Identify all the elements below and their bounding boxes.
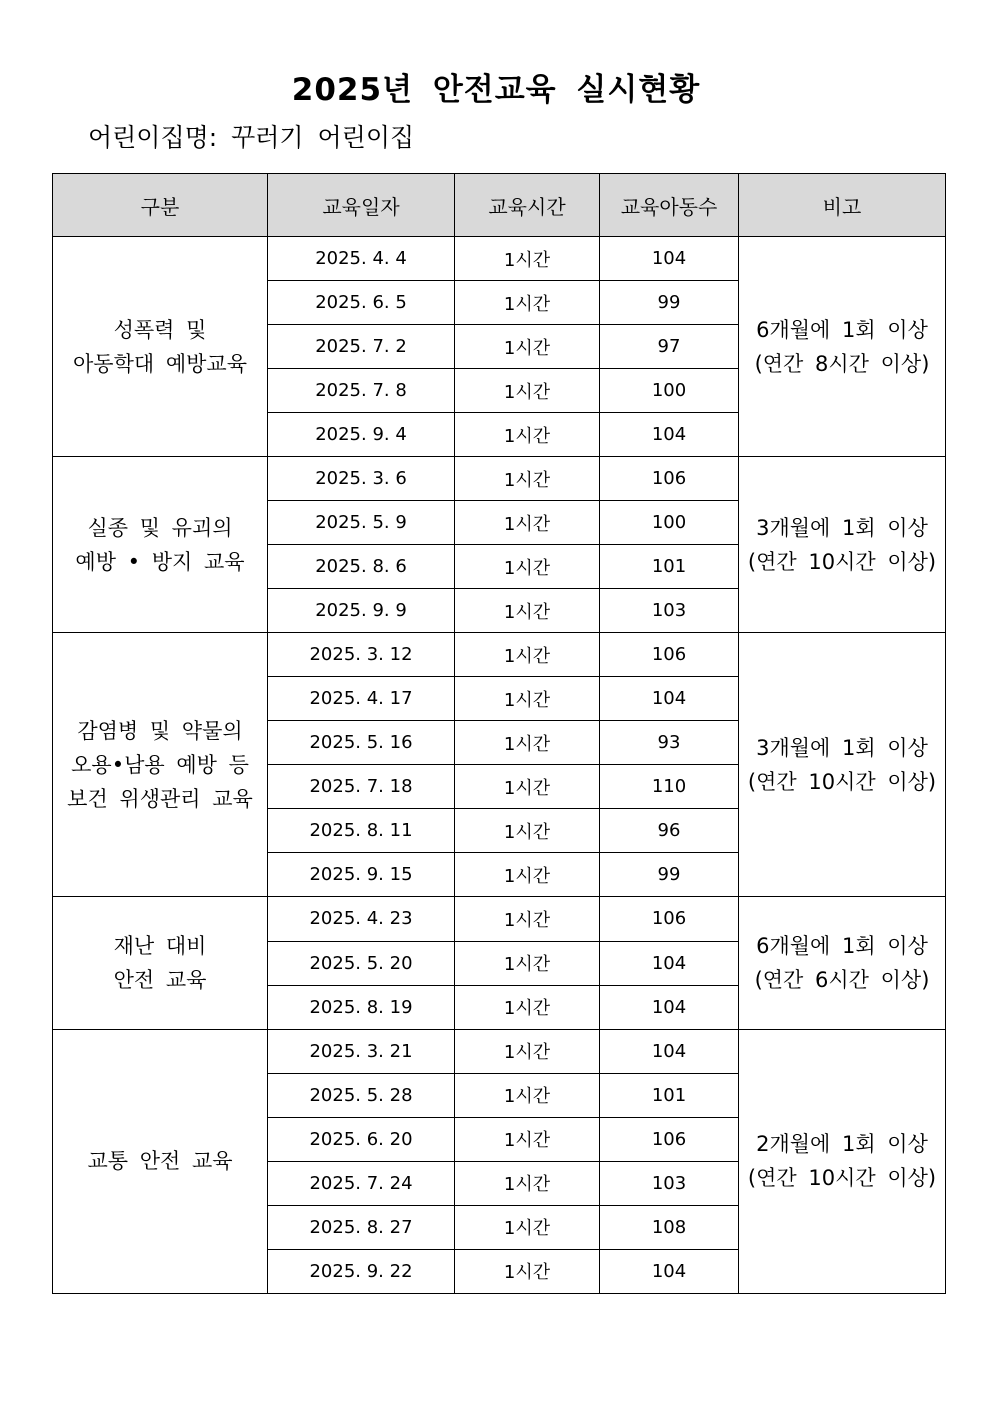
note-line: (연간 10시간 이상)	[747, 1166, 937, 1191]
hours-cell: 1시간	[455, 325, 600, 369]
hours-cell: 1시간	[455, 1117, 600, 1161]
children-cell: 99	[600, 281, 739, 325]
hours-cell: 1시간	[455, 589, 600, 633]
note-line: 3개월에 1회 이상	[756, 515, 928, 540]
hours-cell: 1시간	[455, 237, 600, 281]
children-cell: 104	[600, 237, 739, 281]
header-date: 교육일자	[268, 174, 455, 237]
category-cell	[53, 237, 268, 457]
children-cell: 104	[600, 1029, 739, 1073]
hours-cell: 1시간	[455, 281, 600, 325]
category-line: 오용•남용 예방 등	[71, 752, 249, 777]
category-line: 재난 대비	[113, 934, 207, 959]
date-cell: 2025. 9. 15	[268, 853, 455, 897]
note-cell	[739, 237, 946, 457]
table-row	[53, 457, 946, 501]
children-cell: 99	[600, 853, 739, 897]
table-row	[53, 633, 946, 677]
category-cell	[53, 633, 268, 897]
children-cell: 106	[600, 633, 739, 677]
header-hours: 교육시간	[455, 174, 600, 237]
note-line: 6개월에 1회 이상	[756, 317, 928, 342]
note-line: (연간 6시간 이상)	[754, 968, 930, 993]
date-cell: 2025. 4. 4	[268, 237, 455, 281]
note-line: (연간 10시간 이상)	[747, 769, 937, 794]
note-cell	[739, 457, 946, 633]
category-line: 교통 안전 교육	[87, 1149, 233, 1174]
children-cell: 100	[600, 501, 739, 545]
hours-cell: 1시간	[455, 1161, 600, 1205]
note-line: (연간 10시간 이상)	[747, 549, 937, 574]
category-cell	[53, 457, 268, 633]
children-cell: 106	[600, 457, 739, 501]
date-cell: 2025. 7. 8	[268, 369, 455, 413]
hours-cell: 1시간	[455, 1029, 600, 1073]
children-cell: 104	[600, 985, 739, 1029]
children-cell: 97	[600, 325, 739, 369]
note-line: 3개월에 1회 이상	[756, 735, 928, 760]
header-note: 비고	[739, 174, 946, 237]
children-cell: 104	[600, 1249, 739, 1293]
note-line: (연간 8시간 이상)	[754, 351, 930, 376]
children-cell: 104	[600, 677, 739, 721]
category-line: 성폭력 및	[113, 317, 207, 342]
note-cell	[739, 897, 946, 1029]
safety-education-table	[52, 173, 946, 1294]
hours-cell: 1시간	[455, 1205, 600, 1249]
hours-cell: 1시간	[455, 501, 600, 545]
children-cell: 106	[600, 897, 739, 941]
children-cell: 103	[600, 589, 739, 633]
date-cell: 2025. 4. 17	[268, 677, 455, 721]
category-line: 예방 • 방지 교육	[75, 549, 245, 574]
hours-cell: 1시간	[455, 721, 600, 765]
hours-cell: 1시간	[455, 897, 600, 941]
children-cell: 101	[600, 1073, 739, 1117]
date-cell: 2025. 9. 22	[268, 1249, 455, 1293]
hours-cell: 1시간	[455, 853, 600, 897]
hours-cell: 1시간	[455, 369, 600, 413]
date-cell: 2025. 4. 23	[268, 897, 455, 941]
table-header-row	[53, 174, 946, 237]
category-line: 실종 및 유괴의	[87, 515, 233, 540]
children-cell: 104	[600, 413, 739, 457]
note-cell	[739, 633, 946, 897]
hours-cell: 1시간	[455, 457, 600, 501]
category-line: 아동학대 예방교육	[73, 351, 247, 376]
hours-cell: 1시간	[455, 545, 600, 589]
header-category: 구분	[53, 174, 268, 237]
hours-cell: 1시간	[455, 1249, 600, 1293]
date-cell: 2025. 6. 5	[268, 281, 455, 325]
category-line: 보건 위생관리 교육	[67, 786, 253, 811]
hours-cell: 1시간	[455, 985, 600, 1029]
children-cell: 101	[600, 545, 739, 589]
hours-cell: 1시간	[455, 633, 600, 677]
date-cell: 2025. 5. 28	[268, 1073, 455, 1117]
daycare-center-name: 어린이집명: 꾸러기 어린이집	[88, 123, 415, 152]
table-row	[53, 1029, 946, 1073]
date-cell: 2025. 5. 16	[268, 721, 455, 765]
date-cell: 2025. 5. 9	[268, 501, 455, 545]
document-title: 2025년 안전교육 실시현황	[291, 72, 701, 108]
hours-cell: 1시간	[455, 765, 600, 809]
date-cell: 2025. 3. 12	[268, 633, 455, 677]
children-cell: 106	[600, 1117, 739, 1161]
children-cell: 103	[600, 1161, 739, 1205]
hours-cell: 1시간	[455, 677, 600, 721]
hours-cell: 1시간	[455, 809, 600, 853]
note-line: 2개월에 1회 이상	[756, 1132, 928, 1157]
children-cell: 108	[600, 1205, 739, 1249]
date-cell: 2025. 5. 20	[268, 941, 455, 985]
date-cell: 2025. 8. 6	[268, 545, 455, 589]
date-cell: 2025. 3. 21	[268, 1029, 455, 1073]
date-cell: 2025. 8. 19	[268, 985, 455, 1029]
children-cell: 104	[600, 941, 739, 985]
children-cell: 93	[600, 721, 739, 765]
note-cell	[739, 1029, 946, 1293]
note-line: 6개월에 1회 이상	[756, 934, 928, 959]
hours-cell: 1시간	[455, 941, 600, 985]
table-row	[53, 897, 946, 941]
date-cell: 2025. 9. 9	[268, 589, 455, 633]
date-cell: 2025. 9. 4	[268, 413, 455, 457]
date-cell: 2025. 6. 20	[268, 1117, 455, 1161]
category-line: 감염병 및 약물의	[77, 718, 243, 743]
category-cell	[53, 1029, 268, 1293]
hours-cell: 1시간	[455, 1073, 600, 1117]
date-cell: 2025. 8. 11	[268, 809, 455, 853]
date-cell: 2025. 7. 24	[268, 1161, 455, 1205]
date-cell: 2025. 8. 27	[268, 1205, 455, 1249]
category-line: 안전 교육	[113, 968, 207, 993]
date-cell: 2025. 3. 6	[268, 457, 455, 501]
table-row	[53, 237, 946, 281]
category-cell	[53, 897, 268, 1029]
children-cell: 96	[600, 809, 739, 853]
children-cell: 100	[600, 369, 739, 413]
children-cell: 110	[600, 765, 739, 809]
header-children: 교육아동수	[600, 174, 739, 237]
date-cell: 2025. 7. 2	[268, 325, 455, 369]
date-cell: 2025. 7. 18	[268, 765, 455, 809]
hours-cell: 1시간	[455, 413, 600, 457]
